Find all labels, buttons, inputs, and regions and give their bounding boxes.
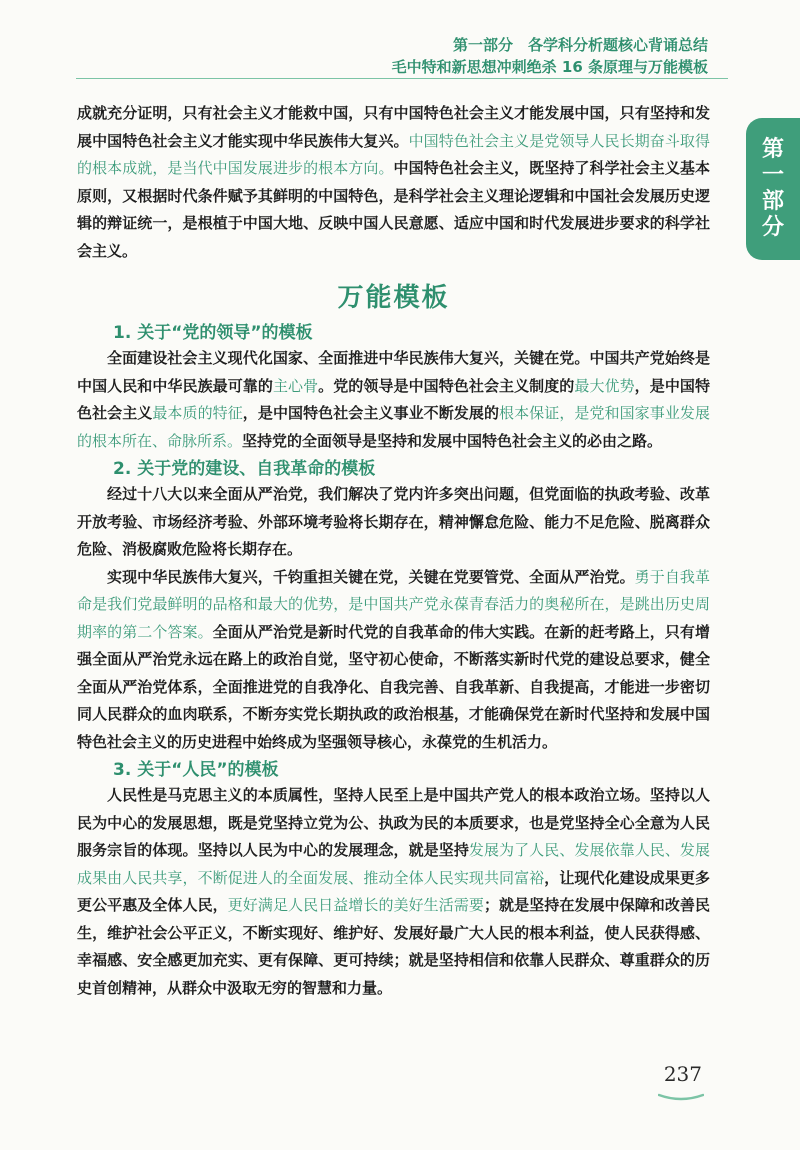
side-tab-char: 部	[761, 189, 784, 214]
body-text: ，是中国特色社会主义事业不断发展的	[242, 404, 500, 422]
page-body	[77, 100, 710, 1002]
page-swoosh-decoration	[658, 1093, 704, 1101]
highlight-text: 发展为了人民、发展依靠人民、发展成果由人民共享，不断促进人的全面发展、推动全体人民实现共同富裕	[77, 841, 710, 887]
body-text: ；就是坚持在发展中保障和改善民生，维护社会公平正义，不断实现好、维护好、发展好最广大人民的根本利益，使人民获得感、幸福感、安全感更加充实、更有保障、更可持续；就是坚持相信和依靠人民群众、尊重群众的历史首创精神，从群众中汲取无穷的智慧和力量。	[77, 896, 710, 997]
section-heading: 万能模板	[337, 283, 450, 313]
body-text: 。党的领导是中国特色社会主义制度的	[318, 376, 575, 395]
body-text: ，让现代化建设成果更多更公平惠及全体人民，	[77, 868, 710, 914]
template-1-paragraph	[77, 345, 710, 455]
header-chapter-title: 毛中特和新思想冲刺绝杀 16 条原理与万能模板	[391, 58, 708, 76]
body-text: 全面从严治党是新时代党的自我革命的伟大实践。在新的赶考路上，只有增强全面从严治党永远在路上的政治自觉，坚守初心使命，不断落实新时代党的建设总要求，健全全面从严治党体系，全面推进党的自我净化、自我完善、自我革新、自我提高，才能进一步密切同人民群众的血肉联系，不断夯实党长期执政的政治根基，才能确保党在新时代坚持和发展中国特色社会主义的历史进程中始终成为坚强领导核心，永葆党的生机活力。	[77, 622, 710, 751]
intro-highlight: 中国特色社会主义是党领导人民长期奋斗取得的根本成就，是当代中国发展进步的根本方向。	[77, 131, 710, 177]
highlight-text: 主心骨	[272, 376, 319, 395]
template-title-2: 2. 关于党的建设、自我革命的模板	[113, 459, 376, 479]
page-number: 237	[663, 1062, 702, 1086]
header-part-title: 第一部分 各学科分析题核心背诵总结	[452, 36, 708, 54]
template-2-paragraph-1: 经过十八大以来全面从严治党，我们解决了党内许多突出问题，但党面临的执政考验、改革开放考验、市场经济考验、外部环境考验将长期存在，精神懈怠危险、能力不足危险、脱离群众危险、消极腐败危险将长期存在。	[77, 485, 710, 558]
highlight-text: 更好满足人民日益增长的美好生活需要	[227, 896, 484, 914]
part-side-tab	[746, 118, 800, 260]
body-text: 实现中华民族伟大复兴，千钧重担关键在党，关键在党要管党、全面从严治党。	[107, 567, 635, 586]
body-text: 全面建设社会主义现代化国家、全面推进中华民族伟大复兴，关键在党。中国共产党始终是中国人民和中华民族最可靠的	[77, 349, 710, 395]
intro-text: 成就充分证明，只有社会主义才能救中国，只有中国特色社会主义才能发展中国，只有坚持和发展中国特色社会主义才能实现中华民族伟大复兴。	[77, 104, 710, 150]
intro-text: 中国特色社会主义，既坚持了科学社会主义基本原则，又根据时代条件赋予其鲜明的中国特色，是科学社会主义理论逻辑和中国社会发展历史逻辑的辩证统一，是根植于中国大地、反映中国人民意愿、适应中国和时代发展进步要求的科学社会主义。	[77, 159, 710, 260]
header-divider	[76, 78, 728, 79]
running-header	[392, 34, 708, 78]
side-tab-char: 第	[761, 137, 784, 162]
body-text: 坚持党的全面领导是坚持和发展中国特色社会主义的必由之路。	[242, 431, 663, 450]
highlight-text: 最大优势	[574, 376, 635, 395]
template-3-paragraph	[77, 782, 710, 1002]
template-title-3: 3. 关于“人民”的模板	[113, 760, 279, 780]
side-tab-char: 分	[761, 215, 784, 240]
body-text: ，是中国特色社会主义	[77, 376, 710, 422]
template-title-1: 1. 关于“党的领导”的模板	[113, 323, 313, 343]
body-text: 人民性是马克思主义的本质属性，坚持人民至上是中国共产党人的根本政治立场。坚持以人民为中心的发展思想，既是党坚持立党为公、执政为民的本质要求，也是党坚持全心全意为人民服务宗旨的体现。坚持以人民为中心的发展理念，就是坚持	[77, 786, 710, 859]
highlight-text: 勇于自我革命是我们党最鲜明的品格和最大的优势，是中国共产党永葆青春活力的奥秘所在，是跳出历史周期率的第二个答案。	[77, 567, 710, 641]
side-tab-char: 一	[761, 163, 784, 188]
template-2-paragraph-2	[77, 564, 710, 757]
highlight-text: 最本质的特征	[152, 404, 243, 422]
highlight-text: 根本保证，是党和国家事业发展的根本所在、命脉所系。	[77, 404, 710, 450]
intro-paragraph	[77, 100, 710, 265]
